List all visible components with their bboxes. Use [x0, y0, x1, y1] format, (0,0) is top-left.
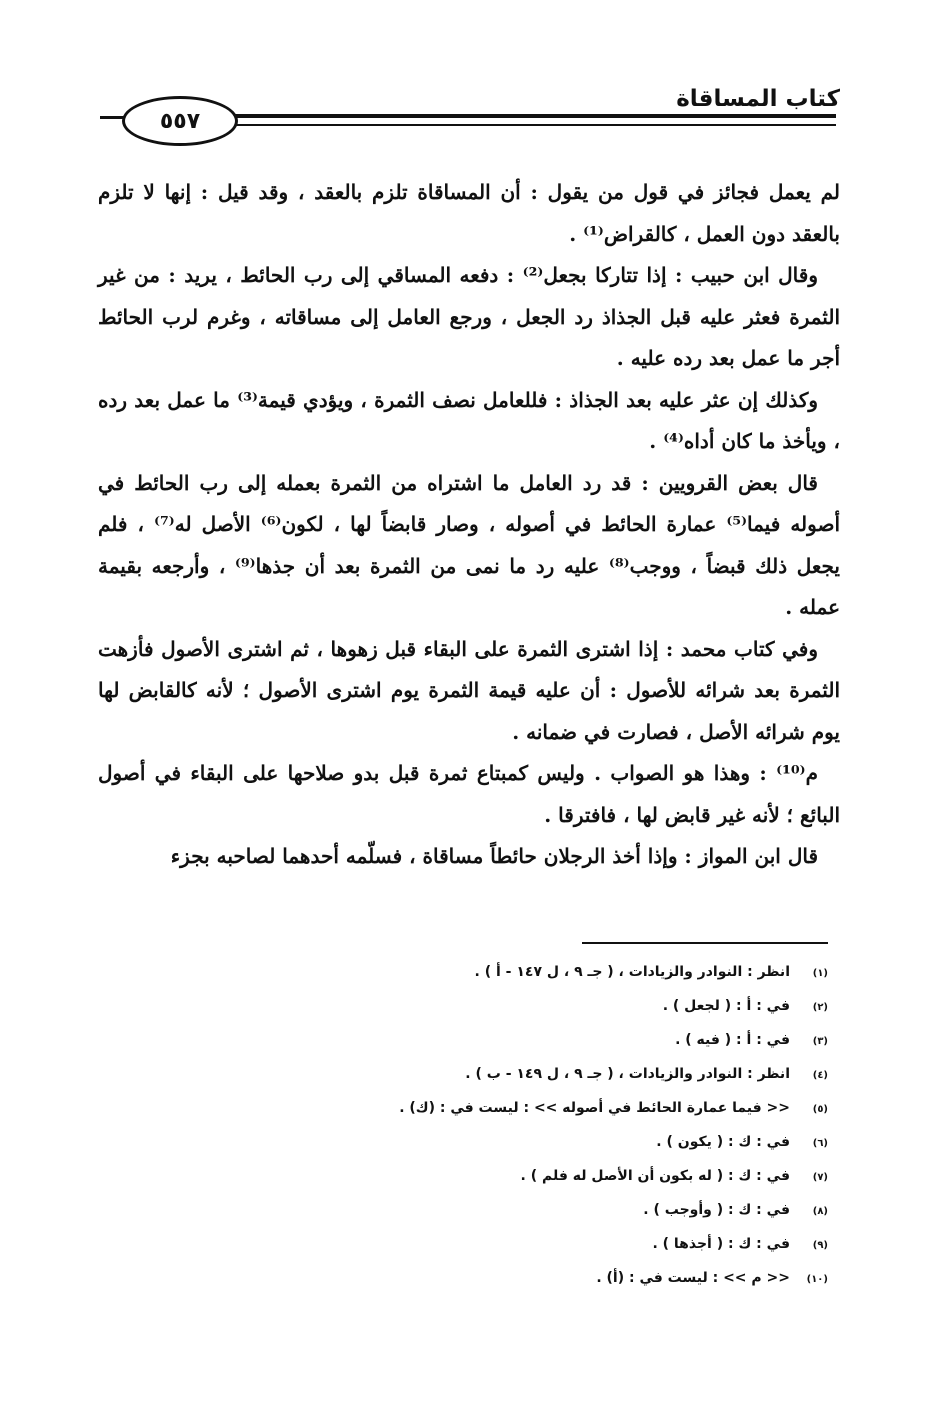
footnote-number: (٣) [812, 1036, 828, 1047]
footnote-text: في : ك : ( وأوجب ) . [643, 1202, 790, 1218]
footnote-divider [582, 942, 828, 944]
footnote-number: (١٠) [806, 1274, 828, 1285]
footnote-text: انظر : النوادر والزيادات ، ( جـ ٩ ، ل ١٤٧ - أ ) . [474, 964, 790, 980]
footnote [98, 1160, 828, 1194]
page-number: ٥٥٧ [122, 96, 238, 146]
footnote-number: (٥) [812, 1104, 828, 1115]
footnote-text: في : ك : ( أجذها ) . [652, 1236, 790, 1252]
footnote [98, 1126, 828, 1160]
paragraph: قال بعض القرويين : قد رد العامل ما اشتراه من الثمرة بعمله إلى رب الحائط في أصوله فيما⁽⁵⁾ عمارة الحائط في أصوله ، وصار قابضاً لها ، لكون⁽⁶⁾ الأصل له⁽⁷⁾ ، فلم يجعل ذلك قبضاً ، ووجب⁽⁸⁾ عليه رد ما نمى من الثمرة بعد أن جذها⁽⁹⁾ ، وأرجعه بقيمة عمله . [98, 470, 841, 619]
footnote-number: (٧) [812, 1172, 828, 1183]
page-header [100, 86, 840, 150]
footnote [98, 1262, 828, 1296]
footnote-text: انظر : النوادر والزيادات ، ( جـ ٩ ، ل ١٤٩ - ب ) . [465, 1066, 790, 1082]
footnote-text: في : أ : ( لجعل ) . [662, 998, 790, 1014]
footnote [98, 1228, 828, 1262]
paragraph: وكذلك إن عثر عليه بعد الجذاذ : فللعامل نصف الثمرة ، ويؤدي قيمة⁽³⁾ ما عمل بعد رده ، ويأخذ ما كان أداه⁽⁴⁾ . [98, 387, 840, 453]
paragraph: قال ابن المواز : وإذا أخذ الرجلان حائطاً مساقاة ، فسلّمه أحدهما لصاحبه بجزء [170, 844, 818, 868]
paragraph: لم يعمل فجائز في قول من يقول : أن المساقاة تلزم بالعقد ، وقد قيل : إنها لا تلزم بالعقد دون العمل ، كالقراض⁽¹⁾ . [98, 180, 840, 246]
footnote-number: (٤) [812, 1070, 828, 1081]
paragraph: وفي كتاب محمد : إذا اشترى الثمرة على البقاء قبل زهوها ، ثم اشترى الأصول فأزهت الثمرة بعد شرائه للأصول : أن عليه قيمة الثمرة يوم اشترى الأصول ؛ لأنه كالقابض لها يوم شرائه الأصل ، فصارت في ضمانه . [98, 636, 840, 744]
footnote-text: << فيما عمارة الحائط في أصوله >> : ليست في : (ك) . [399, 1100, 790, 1116]
header-rule [195, 114, 836, 118]
paragraph: وقال ابن حبيب : إذا تتاركا بجعل⁽²⁾ : دفعه المساقي إلى رب الحائط ، يريد : من غير الثمرة فعثر عليه قبل الجذاذ رد الجعل ، ورجع العامل إلى مساقاته ، وغرم لرب الحائط أجر ما عمل بعد رده عليه . [98, 263, 840, 370]
footnote [98, 990, 828, 1024]
footnote [98, 1024, 828, 1058]
paragraph: م⁽¹⁰⁾ : وهذا هو الصواب . وليس كمبتاع ثمرة قبل بدو صلاحها على البقاء في أصول البائع ؛ لأنه غير قابض لها ، فافترقا . [98, 761, 840, 827]
footnote-number: (٩) [812, 1240, 828, 1251]
footnote-number: (٨) [812, 1206, 828, 1217]
book-title: كتاب المساقاة [670, 86, 840, 112]
footnote-number: (٦) [812, 1138, 828, 1149]
main-text [98, 172, 840, 878]
footnote-number: (٢) [812, 1002, 828, 1013]
header-rule-thin [195, 124, 836, 126]
footnote [98, 1058, 828, 1092]
footnote-text: << م >> : ليست في : (أ) . [596, 1270, 790, 1286]
footnote-text: في : ك : ( له بكون أن الأصل له فلم ) . [520, 1168, 790, 1184]
footnote [98, 1092, 828, 1126]
footnote-text: في : ك : ( يكون ) . [656, 1134, 790, 1150]
footnotes [98, 956, 828, 1296]
footnote [98, 1194, 828, 1228]
footnote-text: في : أ : ( فيه ) . [675, 1032, 790, 1048]
footnote-number: (١) [812, 968, 828, 979]
footnote [98, 956, 828, 990]
